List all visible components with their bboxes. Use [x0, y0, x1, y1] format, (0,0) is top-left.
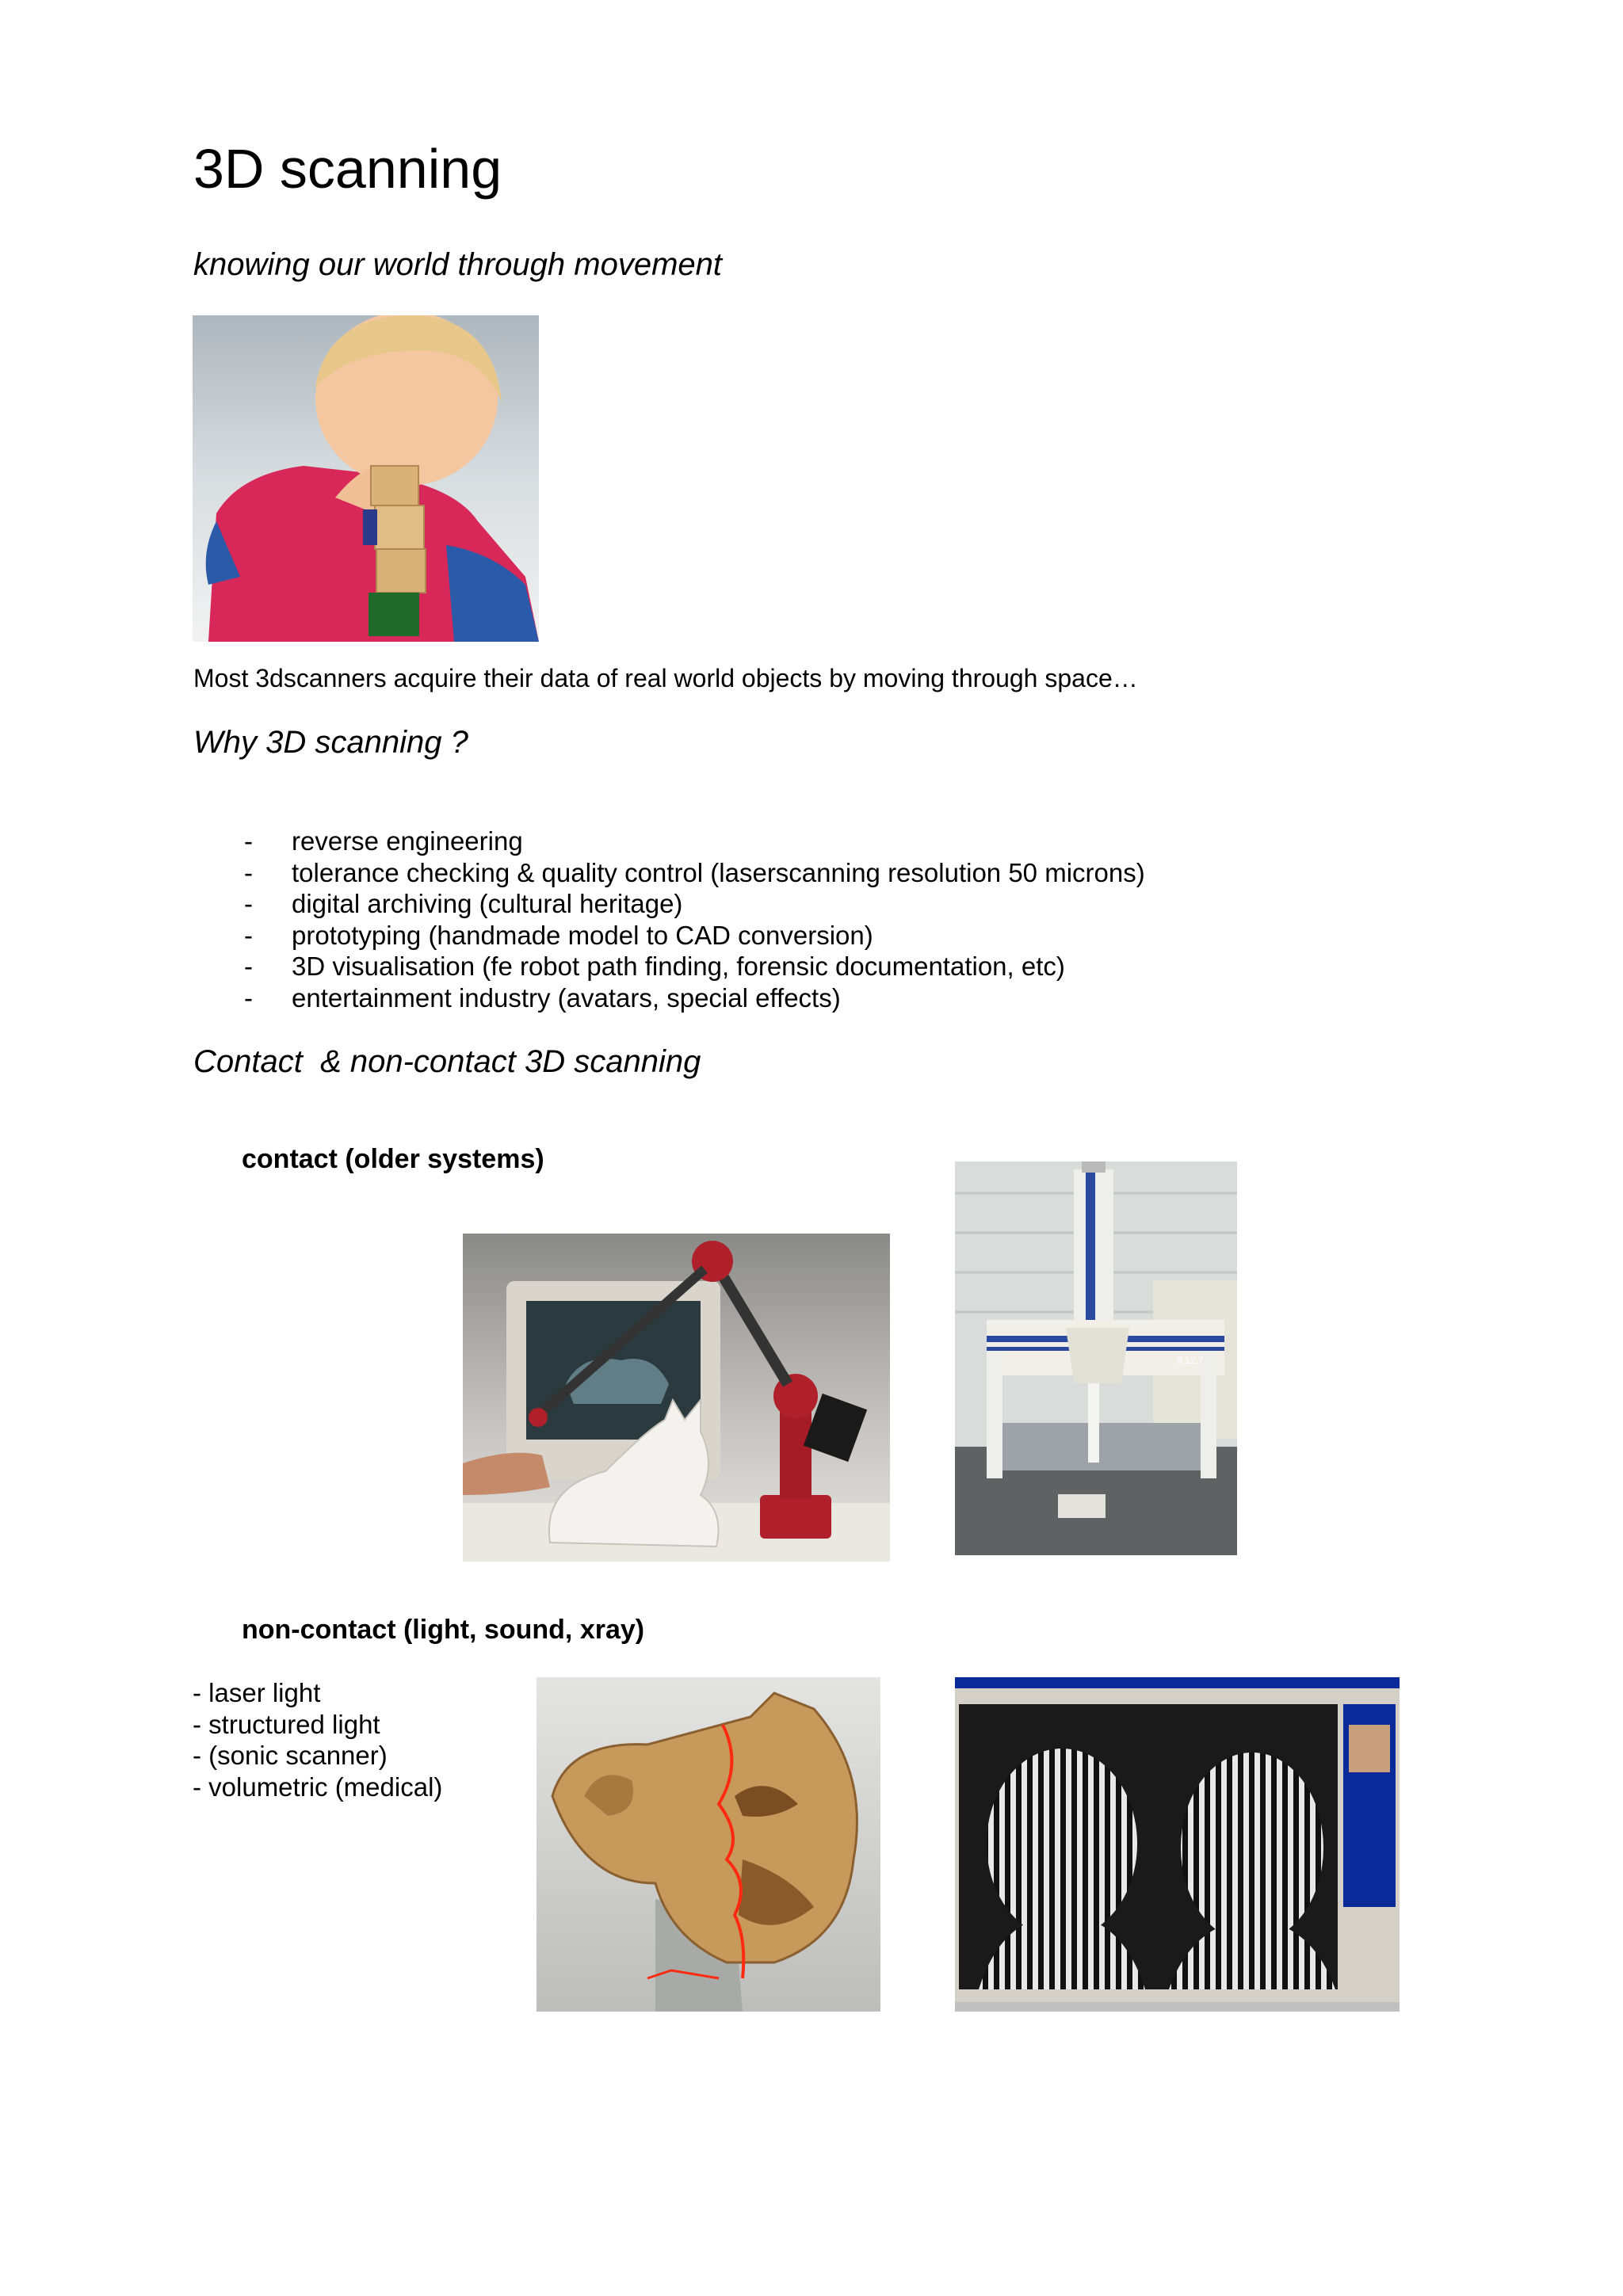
list-item: - volumetric (medical): [193, 1772, 443, 1802]
list-item: [244, 982, 1145, 1014]
intro-text: Most 3dscanners acquire their data of real world objects by moving through space…: [193, 664, 1138, 692]
bullet-dash: -: [244, 826, 253, 856]
page-subtitle: knowing our world through movement: [193, 247, 723, 282]
laser-scan-carving-photo: [537, 1677, 880, 2012]
list-item-text: digital archiving (cultural heritage): [292, 889, 683, 918]
bullet-dash: -: [244, 857, 253, 887]
cmm-label: 9.12.7: [1177, 1355, 1204, 1366]
list-item-text: entertainment industry (avatars, special effects): [292, 982, 841, 1013]
page-title: 3D scanning: [193, 138, 502, 200]
noncontact-list: [193, 1677, 442, 1802]
digitizer-arm-photo: [463, 1234, 890, 1562]
list-item-text: 3D visualisation (fe robot path finding, forensic documentation, etc): [292, 952, 1065, 981]
why-heading: Why 3D scanning ?: [193, 725, 468, 760]
list-item: [244, 920, 1145, 952]
list-item-text: reverse engineering: [292, 826, 523, 856]
list-item: - (sonic scanner): [193, 1741, 388, 1770]
child-with-blocks-photo: [193, 315, 539, 642]
cmm-machine-photo: [955, 1161, 1237, 1555]
bullet-dash: -: [244, 982, 253, 1013]
list-item: [244, 888, 1145, 920]
list-item-text: tolerance checking & quality control (laserscanning resolution 50 microns): [292, 857, 1145, 887]
list-item: [244, 826, 1145, 857]
list-item: - structured light: [193, 1709, 380, 1739]
bullet-dash: -: [244, 920, 253, 950]
list-item: [244, 951, 1145, 982]
list-item: - laser light: [193, 1678, 321, 1707]
bullet-dash: -: [244, 952, 253, 981]
bullet-dash: -: [244, 889, 253, 918]
contact-heading: Contact & non-contact 3D scanning: [193, 1044, 701, 1079]
list-item: [244, 857, 1145, 889]
structured-light-software-screenshot: [955, 1677, 1400, 2012]
why-list: [244, 826, 1145, 1013]
list-item-text: prototyping (handmade model to CAD conversion): [292, 920, 873, 950]
noncontact-label: non-contact (light, sound, xray): [242, 1615, 645, 1645]
contact-label: contact (older systems): [242, 1144, 544, 1174]
